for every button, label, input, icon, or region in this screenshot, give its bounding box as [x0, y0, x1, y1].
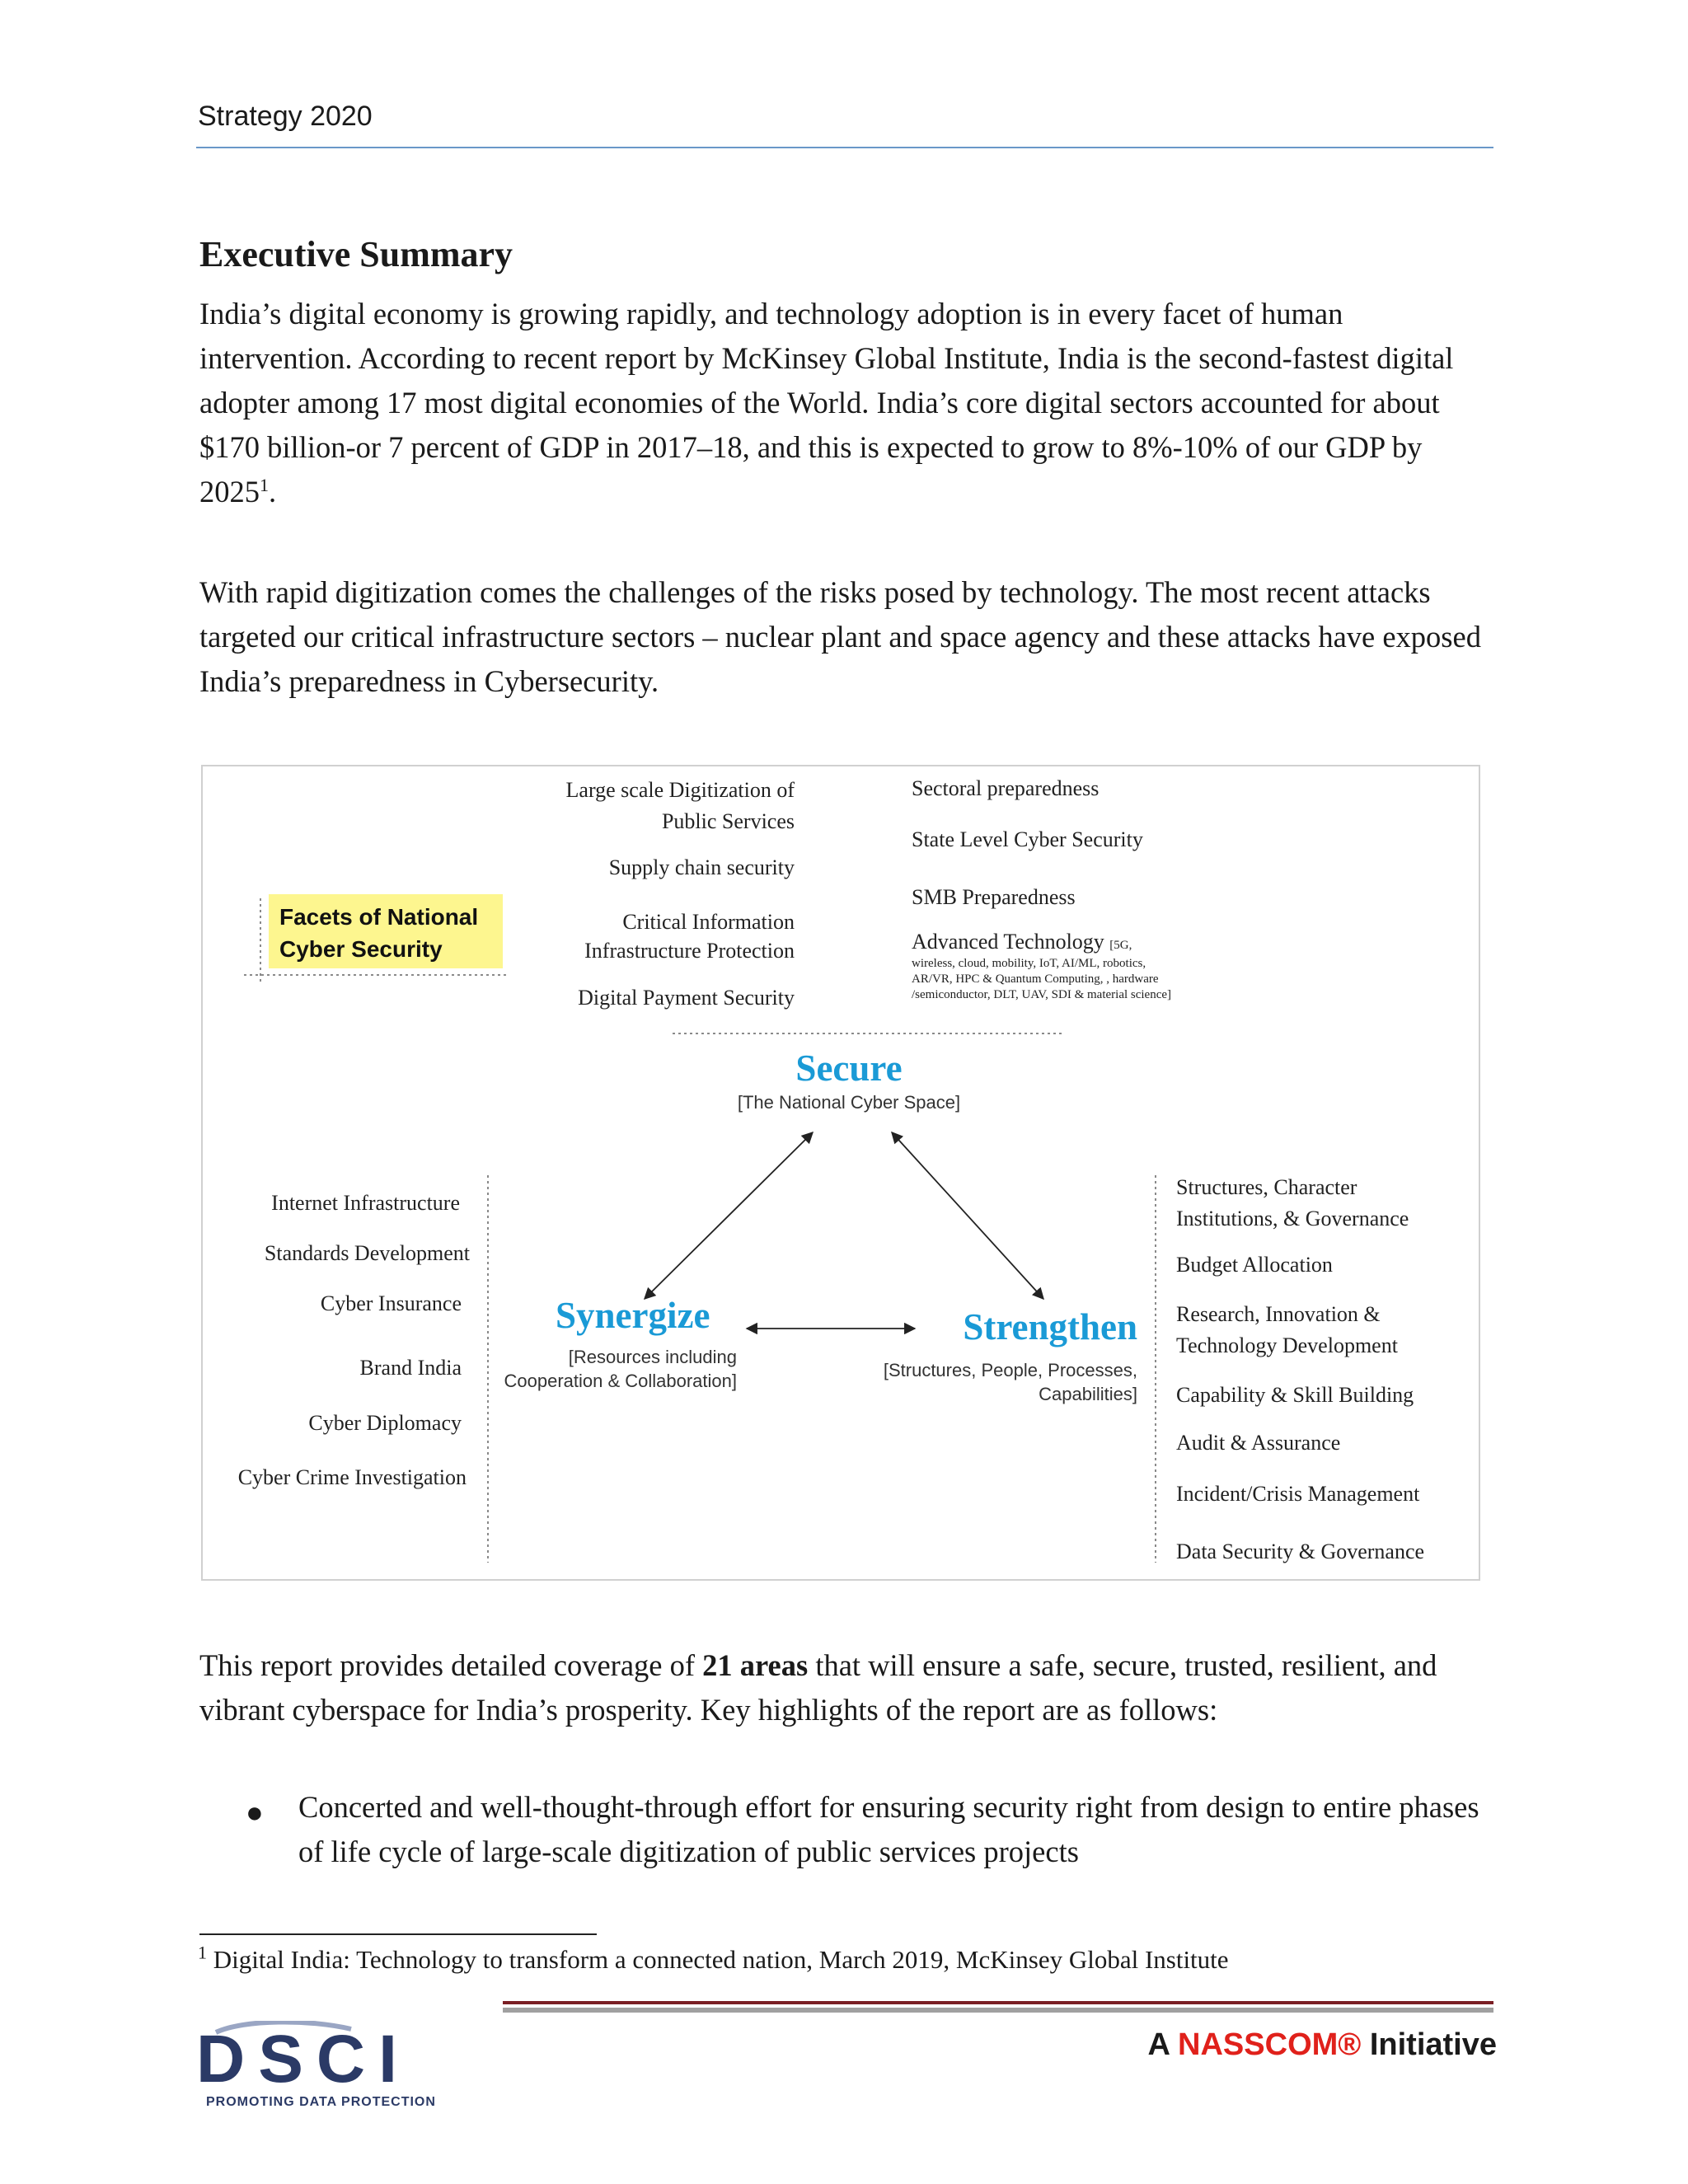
paragraph-risks: With rapid digitization comes the challenges of the risks posed by technology. The most recent attacks targeted our critical infrastructure sectors – nuclear plant and space agency and these attacks have exposed India’s preparedness in Cybersecurity.: [199, 575, 1481, 698]
synergize-subtitle-1: [Resources including: [568, 1347, 737, 1367]
footnote-number: 1: [198, 1942, 207, 1963]
synergize-title: Synergize: [556, 1295, 710, 1336]
item-cyber-diplomacy: Cyber Diplomacy: [308, 1411, 462, 1435]
dsci-logo-wordmark: DSCI: [196, 2022, 410, 2097]
synergize-subtitle-2: Cooperation & Collaboration]: [504, 1371, 737, 1391]
item-digital-payment-security: Digital Payment Security: [578, 986, 795, 1010]
secure-title: Secure: [795, 1047, 903, 1089]
item-incident-crisis-management: Incident/Crisis Management: [1176, 1482, 1420, 1506]
dsci-logo-tagline: PROMOTING DATA PROTECTION: [206, 2095, 436, 2109]
section-heading: Executive Summary: [199, 234, 513, 274]
running-header: Strategy 2020: [198, 101, 373, 132]
item-advanced-technology-label: Advanced Technology: [912, 930, 1104, 954]
item-advanced-technology-lead: [5G,: [1109, 939, 1132, 952]
footnote-reference[interactable]: 1: [260, 474, 269, 495]
footnote: [198, 1942, 1229, 1975]
paragraph-coverage-rest: that will ensure a safe, secure, trusted, resilient, and vibrant cyberspace for India’s prosperity. Key highlights of the report are as follows:: [199, 1648, 1437, 1727]
footer-rule-secondary: [503, 2008, 1493, 2013]
paragraph-coverage-highlight: 21 areas: [702, 1648, 809, 1682]
paragraph-coverage-lead: This report provides detailed coverage of: [199, 1648, 703, 1682]
strengthen-subtitle-2: Capabilities]: [1039, 1384, 1137, 1404]
paragraph-intro-end: .: [269, 475, 277, 509]
bullet-dot-icon: ●: [246, 1796, 264, 1829]
item-data-security-governance: Data Security & Governance: [1176, 1540, 1425, 1563]
item-supply-chain-security: Supply chain security: [608, 855, 795, 879]
item-structures-1: Structures, Character: [1176, 1175, 1357, 1199]
item-brand-india: Brand India: [359, 1356, 462, 1380]
item-structures-2: Institutions, & Governance: [1176, 1207, 1409, 1230]
item-standards-development: Standards Development: [264, 1241, 470, 1265]
footer-initiative-tail: Initiative: [1361, 2027, 1497, 2062]
paragraph-coverage: [199, 1643, 1502, 1732]
item-advanced-technology-detail: wireless, cloud, mobility, IoT, AI/ML, robotics, AR/VR, HPC & Quantum Computing, , hardware /semiconductor, DLT, UAV, SDI & material science]: [912, 957, 1172, 1001]
secure-subtitle: [The National Cyber Space]: [737, 1092, 961, 1113]
item-large-scale-digitization-1: Large scale Digitization of: [565, 778, 795, 802]
bullet-item: Concerted and well-thought-through effort for ensuring security right from design to entire phases of life cycle of large-scale digitization of public services projects: [298, 1790, 1479, 1868]
dsci-logo: [195, 2021, 467, 2111]
footnote-text: Digital India: Technology to transform a connected nation, March 2019, McKinsey Global Institute: [207, 1945, 1229, 1974]
item-state-level-cyber-security: State Level Cyber Security: [912, 827, 1143, 851]
item-sectoral-preparedness: Sectoral preparedness: [912, 776, 1100, 800]
secure-synergize-arrow: [645, 1132, 813, 1299]
item-ciip-2: Infrastructure Protection: [584, 939, 795, 963]
item-advanced-technology: [912, 930, 1132, 954]
footer-initiative: [1126, 2027, 1497, 2063]
facets-label: Facets of National Cyber Security: [279, 904, 479, 962]
footnote-rule: [199, 1933, 597, 1935]
item-audit-assurance: Audit & Assurance: [1176, 1431, 1341, 1455]
item-capability-skill-building: Capability & Skill Building: [1176, 1383, 1414, 1407]
nasscom-brand: NASSCOM®: [1178, 2027, 1362, 2062]
secure-strengthen-arrow: [892, 1132, 1043, 1299]
footer-rule-primary: [503, 2001, 1493, 2004]
paragraph-intro-text: India’s digital economy is growing rapidly, and technology adoption is in every facet of human intervention. According to recent report by McKinsey Global Institute, India is the second-fastest digital adopter among 17 most digital economies of the World. India’s core digital sectors accounted for about $170 billion-or 7 percent of GDP in 2017–18, and this is expected to grow to 8%-10% of our GDP by 2025: [199, 297, 1454, 509]
strengthen-subtitle-1: [Structures, People, Processes,: [883, 1360, 1137, 1380]
footer-initiative-lead: A: [1147, 2027, 1179, 2062]
item-research-1: Research, Innovation &: [1176, 1302, 1381, 1326]
item-cyber-crime-investigation: Cyber Crime Investigation: [237, 1465, 467, 1489]
item-ciip-1: Critical Information: [622, 910, 795, 934]
item-smb-preparedness: SMB Preparedness: [912, 885, 1076, 909]
item-cyber-insurance: Cyber Insurance: [320, 1291, 462, 1315]
item-large-scale-digitization-2: Public Services: [661, 809, 795, 833]
item-research-2: Technology Development: [1176, 1333, 1398, 1357]
item-budget-allocation: Budget Allocation: [1176, 1253, 1333, 1277]
item-internet-infrastructure: Internet Infrastructure: [271, 1191, 460, 1215]
strengthen-title: Strengthen: [963, 1306, 1137, 1347]
